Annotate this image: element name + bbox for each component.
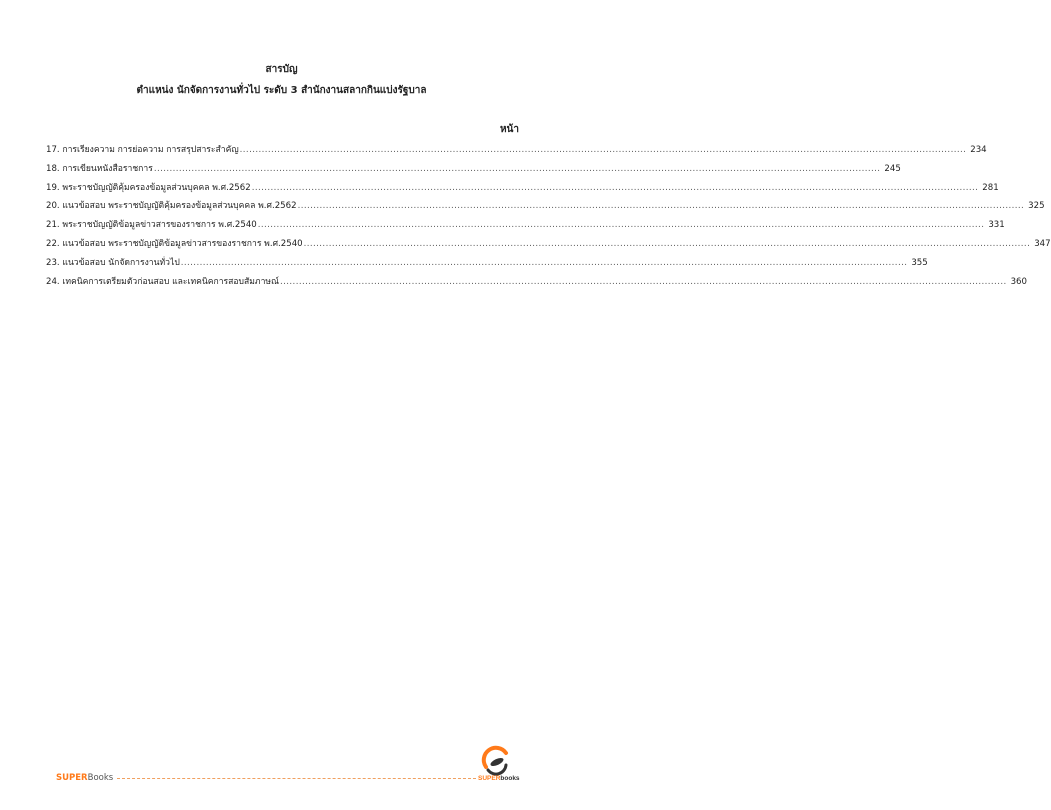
toc-entry-page: 360 [1010, 276, 1027, 287]
logo-books: books [500, 775, 520, 782]
toc-entry[interactable] [46, 255, 928, 274]
dot-leader [298, 201, 1025, 211]
logo-super: SUPER [478, 775, 501, 782]
toc-entry-label: 24. เทคนิคการเตรียมตัวก่อนสอบ และเทคนิคการสอบสัมภาษณ์ [46, 276, 280, 287]
svg-text:SUPERbooks [478, 775, 520, 782]
toc-entry[interactable] [46, 180, 999, 199]
toc-entry[interactable] [46, 236, 1051, 255]
toc-entry-label: 19. พระราชบัญญัติคุ้มครองข้อมูลส่วนบุคคล พ.ศ.2562 [46, 182, 251, 193]
page-footer [56, 772, 476, 784]
footer-brand [56, 773, 113, 783]
footer-divider [117, 778, 476, 779]
toc-entry-label: 17. การเรียงความ การย่อความ การสรุปสาระสำคัญ [46, 145, 239, 155]
toc-entry-label: 21. พระราชบัญญัติข้อมูลข่าวสารของราชการ พ.ศ.2540 [46, 220, 257, 231]
toc-entry-page: 331 [988, 220, 1005, 231]
toc-entry-page: 245 [884, 163, 901, 174]
dot-leader [181, 258, 908, 268]
toc-entry-page: 234 [970, 145, 987, 155]
dot-leader [154, 164, 881, 174]
position-subtitle: ตำแหน่ง นักจัดการงานทั่วไป ระดับ 3 สำนักงานสลากกินแบ่งรัฐบาล [136, 85, 427, 96]
toc-entry-page: 281 [982, 182, 999, 193]
dot-leader [252, 183, 979, 193]
toc-entry[interactable] [46, 198, 1045, 217]
toc-entry-page: 347 [1034, 238, 1051, 249]
page-column-header: หน้า [499, 124, 519, 135]
toc-entry-page: 355 [911, 257, 928, 268]
dot-leader [240, 145, 967, 155]
toc-entry[interactable] [46, 142, 987, 161]
toc-entry[interactable] [46, 217, 1005, 236]
brand-super: SUPER [56, 773, 88, 783]
toc-entry[interactable] [46, 161, 901, 180]
dot-leader [280, 277, 1007, 287]
dot-leader [304, 239, 1031, 249]
toc-entry[interactable] [46, 274, 1027, 293]
toc-title: สารบัญ [265, 64, 298, 75]
dot-leader [258, 220, 985, 230]
toc-entry-label: 22. แนวข้อสอบ พระราชบัญญัติข้อมูลข่าวสารของราชการ พ.ศ.2540 [46, 238, 303, 249]
toc-entry-label: 23. แนวข้อสอบ นักจัดการงานทั่วไป [46, 257, 180, 268]
toc-entry-page: 325 [1028, 201, 1045, 212]
toc-list [46, 142, 1051, 292]
toc-entry-label: 18. การเขียนหนังสือราชการ [46, 163, 153, 174]
superbooks-logo-icon [476, 745, 520, 783]
toc-entry-label: 20. แนวข้อสอบ พระราชบัญญัติคุ้มครองข้อมูลส่วนบุคคล พ.ศ.2562 [46, 201, 297, 212]
brand-books: Books [87, 773, 114, 783]
